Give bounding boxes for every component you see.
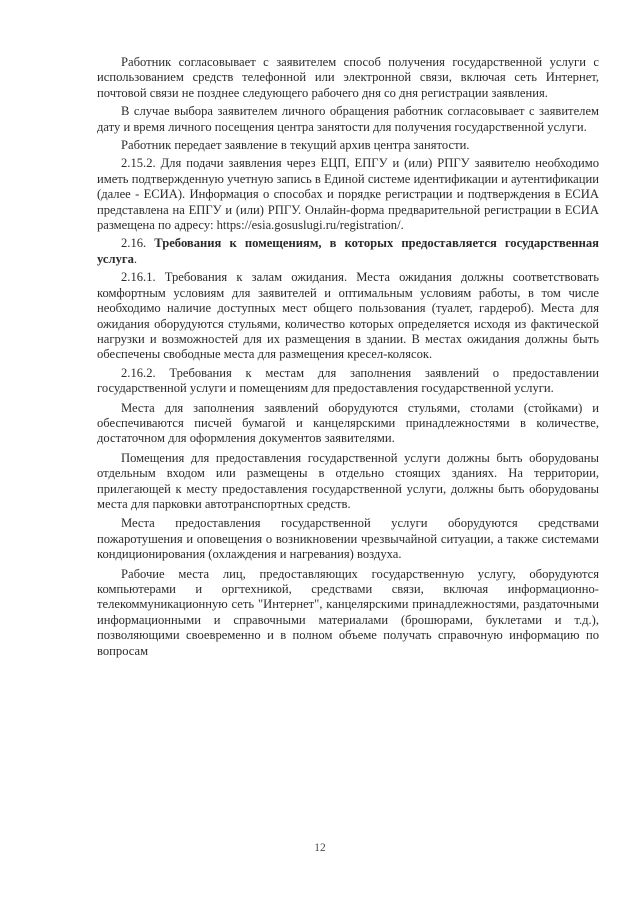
paragraph-method-agreement: Работник согласовывает с заявителем способ получения государственной услуги с использованием средств телефонной или электронной связи, включая сеть Интернет, почтовой связи не позднее следующего рабочего дня со дня регистрации заявления. <box>97 55 599 100</box>
paragraph-premises: Помещения для предоставления государственной услуги должны быть оборудованы отдельным входом или размещены в отдельно стоящих зданиях. На территории, прилегающей к месту предоставления государственной услуги, должны быть оборудованы места для парковки автотранспортных средств. <box>97 450 599 511</box>
paragraph-2-16-2: 2.16.2. Требования к местам для заполнения заявлений о предоставлении государственной услуги и помещениям для предоставления государственной услуги. <box>97 365 599 396</box>
paragraph-workplaces: Рабочие места лиц, предоставляющих государственную услугу, оборудуются компьютерами и оргтехникой, средствами связи, включая информационно-телекоммуникационную сеть "Интернет", канцелярскими принадлежностями, раздаточными информационными и справочными материалами (брошюрами, буклетами и т.д.), позволяющими своевременно и в полном объеме получать справочную информацию по вопросам <box>97 566 599 658</box>
section-heading-number: 2.16. <box>121 236 147 251</box>
section-heading-title: Требования к помещениям, в которых предоставляется государственная услуга <box>97 236 599 266</box>
paragraph-2-16-1: 2.16.1. Требования к залам ожидания. Места ожидания должны соответствовать комфортным условиям для заявителей и оптимальным условиям работы, в том числе необходимо наличие доступных мест общего пользования (туалет, гардероб). Места для ожидания оборудуются стульями, количество которых определяется исходя из фактической нагрузки и возможностей для их размещения в здании. В местах ожидания должны быть обеспечены свободные места для размещения кресел-колясок. <box>97 270 599 362</box>
page-number: 12 <box>314 842 326 854</box>
paragraph-filling-places: Места для заполнения заявлений оборудуются стульями, столами (стойками) и обеспечиваются писчей бумагой и канцелярскими принадлежностями в количестве, достаточном для оформления документов заявителями. <box>97 400 599 446</box>
section-heading-2-16 <box>97 236 599 267</box>
paragraph-2-15-2: 2.15.2. Для подачи заявления через ЕЦП, ЕПГУ и (или) РПГУ заявителю необходимо иметь подтвержденную учетную запись в Единой системе идентификации и аутентификации (далее - ЕСИА). Информация о способах и порядке регистрации и подтверждения в ЕСИА представлена на ЕПГУ и (или) РПГУ. Онлайн-форма предварительной регистрации в ЕСИА размещена по адресу: https://esia.gosuslugi.ru/registration/. <box>97 156 599 233</box>
section-heading-end: . <box>133 251 138 266</box>
document-page <box>97 55 599 855</box>
paragraph-personal-visit: В случае выбора заявителем личного обращения работник согласовывает с заявителем дату и время личного посещения центра занятости для получения государственной услуги. <box>97 104 599 134</box>
paragraph-archive: Работник передает заявление в текущий архив центра занятости. <box>121 138 470 153</box>
paragraph-fire-safety: Места предоставления государственной услуги оборудуются средствами пожаротушения и оповещения о возникновении чрезвычайной ситуации, а также системами кондиционирования (охлаждения и нагревания) воздуха. <box>97 516 599 562</box>
